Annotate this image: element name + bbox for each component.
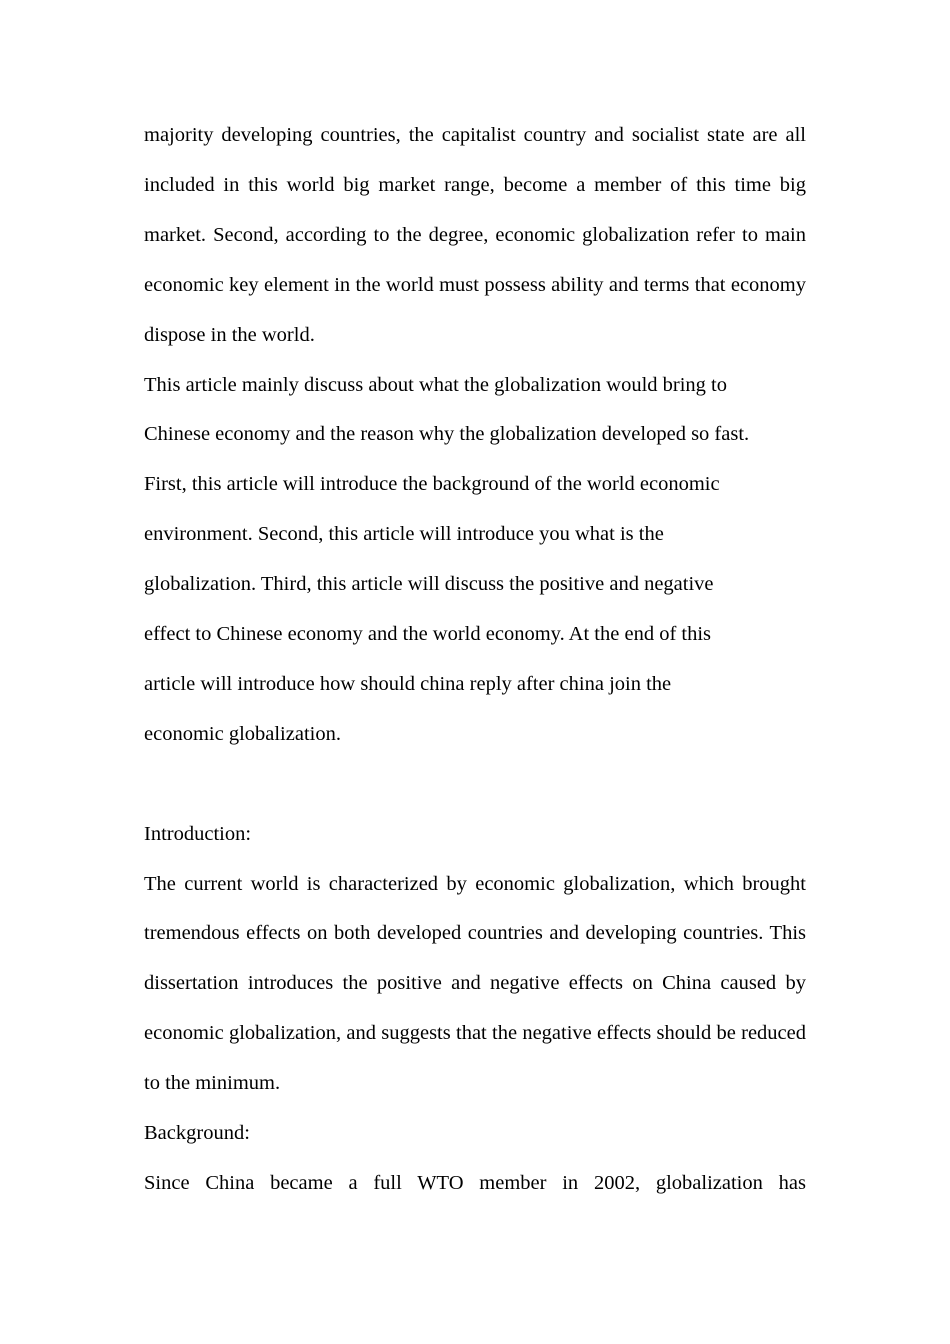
text-line: environment. Second, this article will introduce you what is the <box>144 523 664 546</box>
document-page <box>144 111 806 1209</box>
background-paragraph: Since China became a full WTO member in 2002, globalization has <box>144 1172 806 1195</box>
text-line: economic globalization. <box>144 722 341 745</box>
paragraph-continuation: majority developing countries, the capitalist country and socialist state are all included in this world big market range, become a member of this time big market. Second, according to the degree, economic globalization refer to main economic key element in the world must possess ability and terms that economy dispose in the world. <box>144 124 806 346</box>
paragraph-article-overview <box>144 361 806 760</box>
blank-line <box>144 760 806 810</box>
background-heading: Background: <box>144 1122 250 1145</box>
introduction-heading: Introduction: <box>144 822 252 845</box>
text-line: effect to Chinese economy and the world economy. At the end of this <box>144 623 712 646</box>
introduction-paragraph: The current world is characterized by economic globalization, which brought tremendous effects on both developed countries and developing countries. This dissertation introduces the positive and negative effects on China caused by economic globalization, and suggests that the negative effects should be reduced to the minimum. <box>144 872 806 1095</box>
text-line: First, this article will introduce the background of the world economic <box>144 473 720 496</box>
text-line: Chinese economy and the reason why the globalization developed so fast. <box>144 423 750 446</box>
text-line: globalization. Third, this article will discuss the positive and negative <box>144 573 714 596</box>
text-line: article will introduce how should china reply after china join the <box>144 672 672 695</box>
text-line: This article mainly discuss about what the globalization would bring to <box>144 373 727 396</box>
